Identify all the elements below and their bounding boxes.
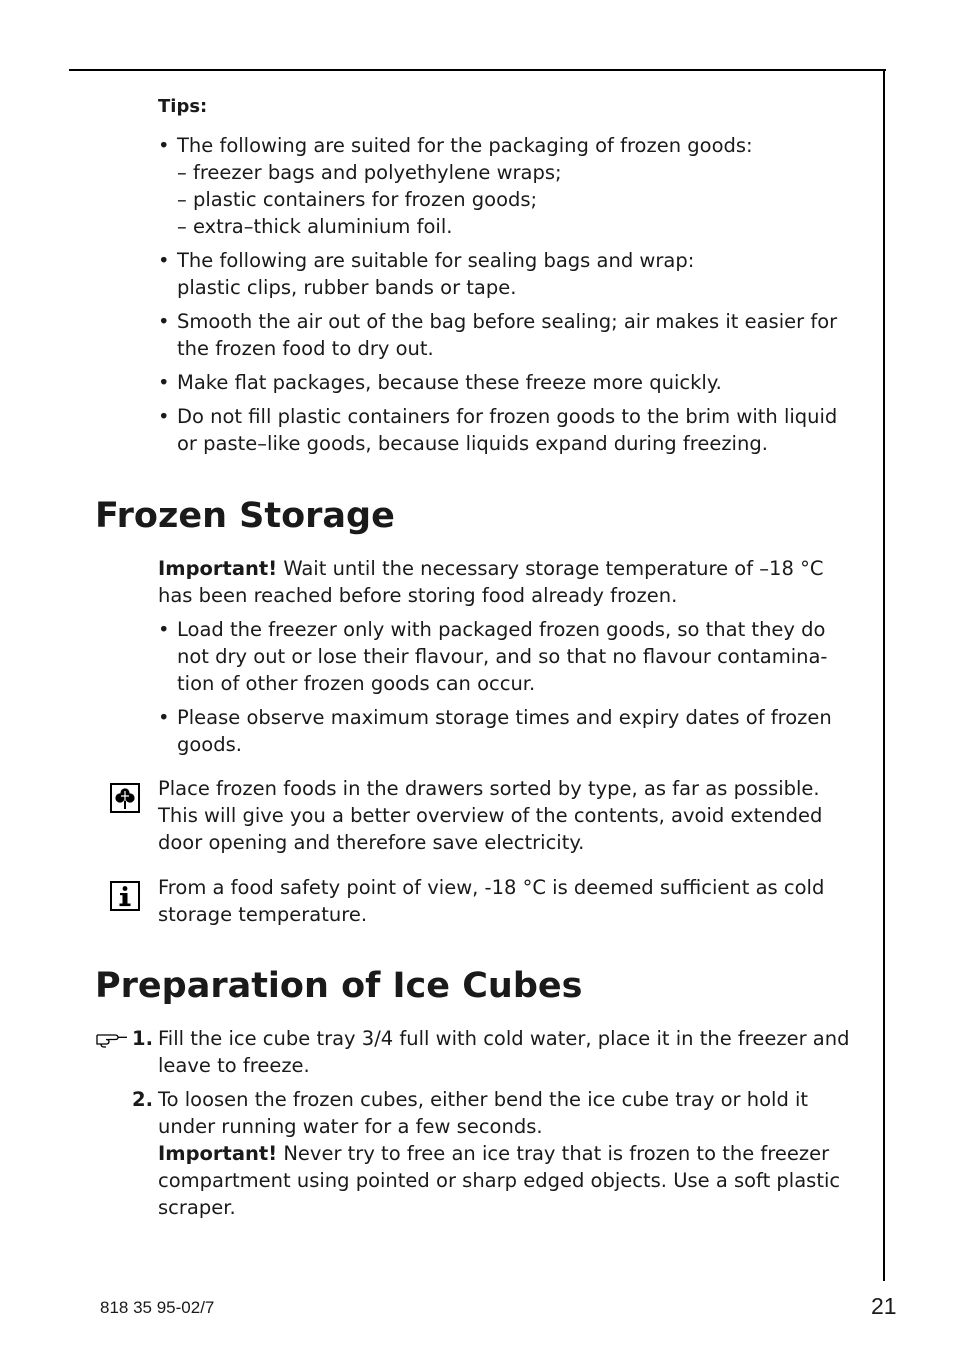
- clover-icon: [110, 783, 140, 813]
- sub-item: plastic clips, rubber bands or tape.: [177, 276, 517, 299]
- list-item: • The following are suited for the packaging of frozen goods: – freezer bags and polyethylene wraps; – plastic containers for frozen goods; – extra–thick aluminium foil.: [158, 132, 858, 240]
- important-label: Important!: [158, 557, 278, 580]
- list-item: • Please observe maximum storage times and expiry dates of frozen goods.: [158, 704, 858, 758]
- frozen-storage-list: [158, 616, 858, 765]
- document-code: 818 35 95-02/7: [100, 1298, 215, 1317]
- eco-note: Place frozen foods in the drawers sorted by type, as far as possible. This will give you a better overview of the contents, avoid extended door opening and therefore save electricity.: [158, 777, 823, 854]
- step-number: 1.: [132, 1027, 153, 1050]
- right-rule: [883, 69, 885, 1281]
- list-item: • Make flat packages, because these freeze more quickly.: [158, 369, 858, 396]
- info-icon: [110, 881, 140, 911]
- tips-label: Tips:: [158, 96, 208, 117]
- info-note: From a food safety point of view, -18 °C is deemed sufficient as cold storage temperature.: [158, 876, 825, 926]
- top-rule: [69, 69, 886, 71]
- frozen-storage-important: Important! Wait until the necessary storage temperature of –18 °C has been reached before storing food already frozen.: [158, 557, 824, 607]
- important-label: Important!: [158, 1142, 278, 1165]
- pointing-hand-icon: [95, 1029, 129, 1049]
- step-number: 2.: [132, 1088, 153, 1111]
- list-item: • Smooth the air out of the bag before sealing; air makes it easier for the frozen food to dry out.: [158, 308, 858, 362]
- page-number: 21: [871, 1293, 897, 1319]
- sub-item: – extra–thick aluminium foil.: [177, 215, 453, 238]
- step-2: 2. To loosen the frozen cubes, either bend the ice cube tray or hold it under running water for a few seconds. Important! Never try to free an ice tray that is frozen to the freezer compartment using pointed or sharp edged objects. Use a soft plastic scraper.: [132, 1088, 841, 1219]
- sub-item: – plastic containers for frozen goods;: [177, 188, 538, 211]
- section-title-ice-cubes: Preparation of Ice Cubes: [95, 966, 583, 1006]
- list-item: • Do not fill plastic containers for frozen goods to the brim with liquid or paste–like goods, because liquids expand during freezing.: [158, 403, 858, 457]
- section-title-frozen-storage: Frozen Storage: [95, 496, 395, 536]
- list-item: • The following are suitable for sealing bags and wrap: plastic clips, rubber bands or tape.: [158, 247, 858, 301]
- step-1: 1. Fill the ice cube tray 3/4 full with cold water, place it in the freezer and leave to freeze.: [132, 1027, 850, 1077]
- tips-list: [158, 132, 858, 464]
- list-item: • Load the freezer only with packaged frozen goods, so that they do not dry out or lose their flavour, and so that no flavour contamina-tion of other frozen goods can occur.: [158, 616, 858, 697]
- sub-item: – freezer bags and polyethylene wraps;: [177, 161, 562, 184]
